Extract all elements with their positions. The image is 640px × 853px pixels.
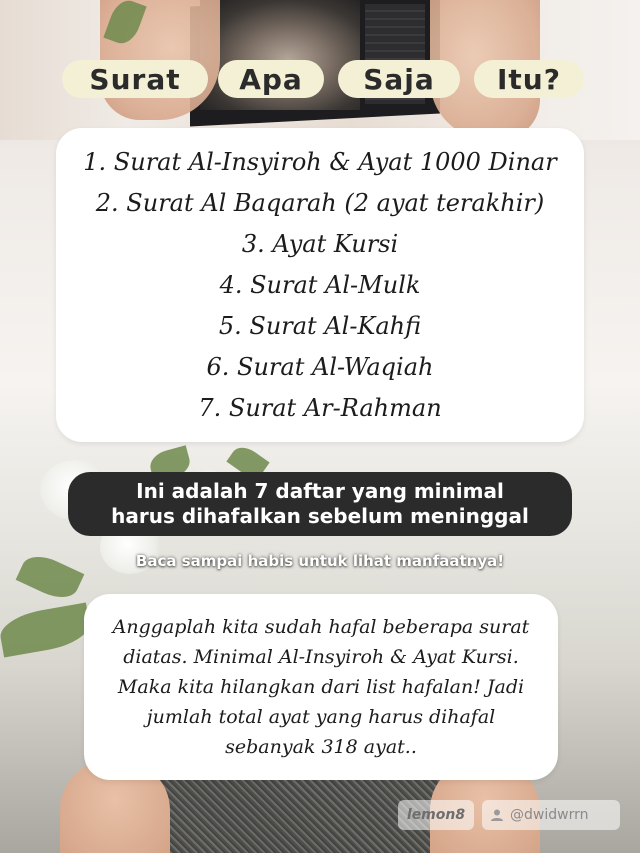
lemon8-logo [398,800,474,830]
explanation-card [84,594,558,780]
highlight-line-1: Ini adalah 7 daftar yang minimal [136,479,504,503]
title-word: Itu? [497,62,561,96]
highlight-line-2: harus dihafalkan sebelum meninggal [111,504,529,528]
username-watermark [482,800,620,830]
list-item: 6. Surat Al-Waqiah [206,353,434,381]
user-icon [490,808,504,822]
list-item: 5. Surat Al-Kahfi [218,312,422,340]
highlight-box [68,472,572,536]
title-word: Apa [239,62,303,96]
title-row [0,60,640,100]
title-pill [474,60,584,98]
list-item: 3. Ayat Kursi [241,230,399,258]
list-item: 4. Surat Al-Mulk [219,271,421,299]
title-pill [218,60,324,98]
title-word: Surat [89,62,181,96]
list-item: 2. Surat Al Baqarah (2 ayat terakhir) [95,189,545,217]
leaf-decoration [0,602,93,657]
title-pill [62,60,208,98]
surah-list-card [56,128,584,442]
title-pill [338,60,460,98]
explanation-text: Anggaplah kita sudah hafal beberapa surat diatas. Minimal Al-Insyiroh & Ayat Kursi. Maka kita hilangkan dari list hafalan! Jadi jumlah total ayat yang harus dihafal sebanyak 318 ayat.. [112,616,530,758]
lemon8-logo-text: lemon8 [406,807,466,823]
surah-list [56,128,584,429]
subtitle: Baca sampai habis untuk lihat manfaatnya! [135,552,505,570]
username-text: @dwidwrrn [510,807,589,823]
list-item: 7. Surat Ar-Rahman [198,394,442,422]
list-item: 1. Surat Al-Insyiroh & Ayat 1000 Dinar [83,148,557,176]
title-word: Saja [363,62,435,96]
